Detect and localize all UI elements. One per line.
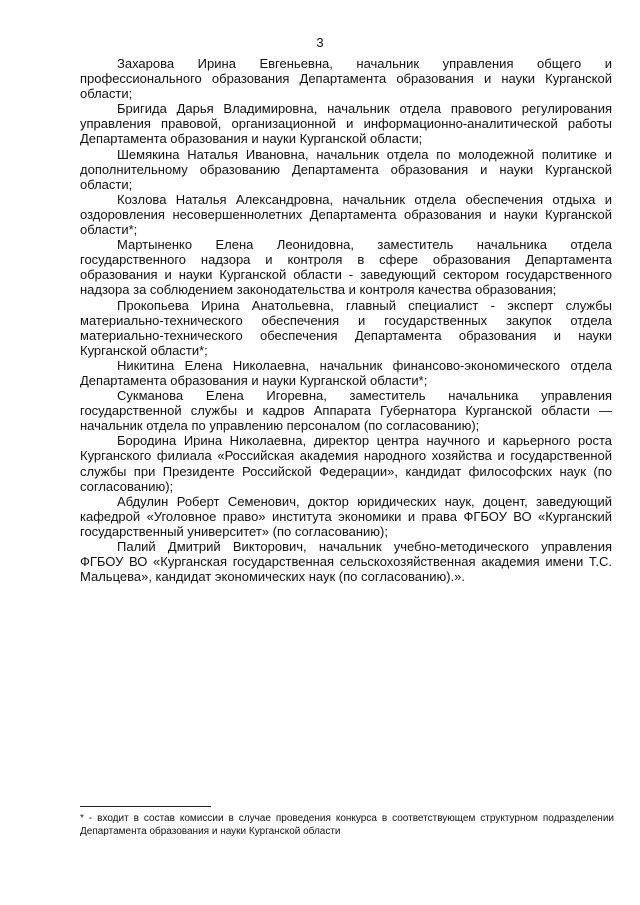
member-entry: Прокопьева Ирина Анатольевна, главный специалист - эксперт службы материально-технического обеспечения и государственных закупок отдела материально-технического обеспечения Департамента образования и науки Курганской области*; [80,297,612,358]
member-entry: Сукманова Елена Игоревна, заместитель начальника управления государственной службы и кадров Аппарата Губернатора Курганской области — начальник отдела по управлению персоналом (по согласованию); [80,388,612,434]
member-entry: Бородина Ирина Николаевна, директор центра научного и карьерного роста Курганского филиала «Российская академия народного хозяйства и государственной службы при Президенте Российской Федерации», кандидат философских наук (по согласованию); [80,433,612,494]
member-entry: Палий Дмитрий Викторович, начальник учебно-методического управления ФГБОУ ВО «Курганская государственная сельскохозяйственная академия имени Т.С. Мальцева», кандидат экономических наук (по согласованию).». [80,539,612,585]
member-entry: Козлова Наталья Александровна, начальник отдела обеспечения отдыха и оздоровления несовершеннолетних Департамента образования и науки Курганской области*; [80,191,612,238]
member-entry: Бригида Дарья Владимировна, начальник отдела правового регулирования управления правовой, организационной и информационно-аналитической работы Департамента образования и науки Курганской области; [80,101,612,147]
member-entry: Абдулин Роберт Семенович, доктор юридических наук, доцент, заведующий кафедрой «Уголовное право» института экономики и права ФГБОУ ВО «Курганский государственный университет» (по согласованию); [80,493,612,539]
page-number: 3 [316,35,324,50]
footnote-divider [80,806,211,807]
commission-members-list [80,56,612,584]
member-entry: Захарова Ирина Евгеньевна, начальник управления общего и профессионального образования Департамента образования и науки Курганской области; [80,56,612,102]
member-entry: Никитина Елена Николаевна, начальник финансово-экономического отдела Департамента образования и науки Курганской области*; [80,357,612,388]
member-entry: Мартыненко Елена Леонидовна, заместитель начальника отдела государственного надзора и контроля в сфере образования Департамента образования и науки Курганской области - заведующий сектором государственного надзора за соблюдением законодательства и контроля качества образования; [80,237,612,298]
footnote: * - входит в состав комиссии в случае проведения конкурса в соответствующем структурном подразделении Департамента образования и науки Курганской области [80,813,614,837]
member-entry: Шемякина Наталья Ивановна, начальник отдела по молодежной политике и дополнительному образованию Департамента образования и науки Курганской области; [80,146,612,192]
